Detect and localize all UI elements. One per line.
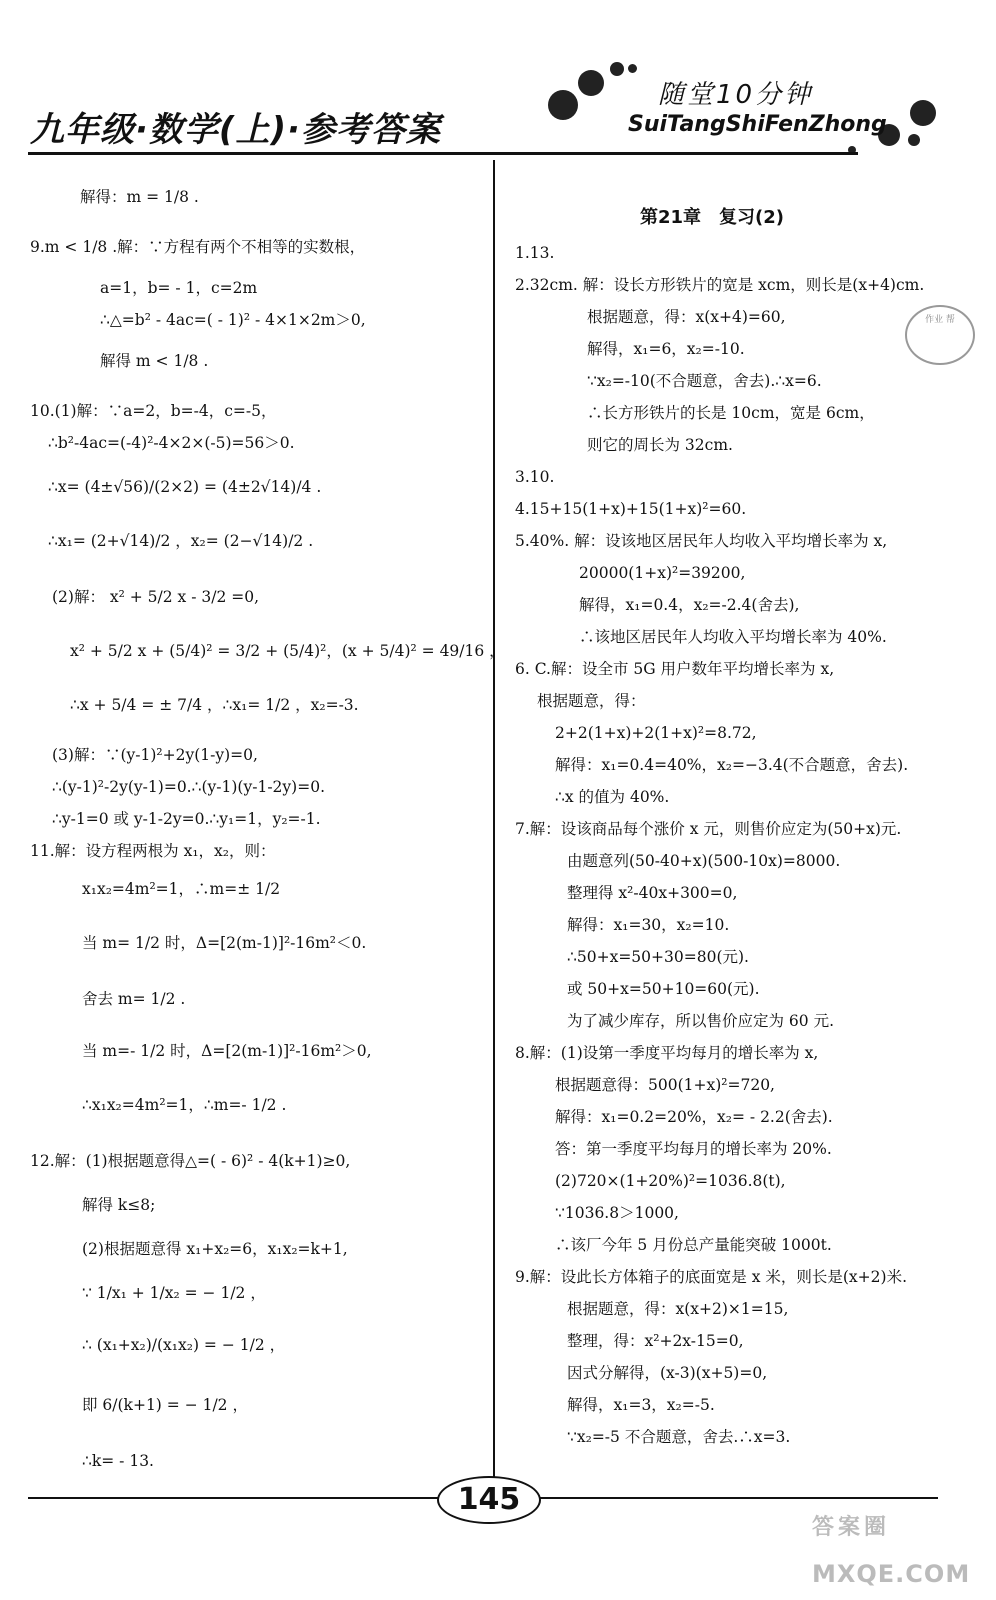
answer-line: 解得：x₁=30，x₂=10. [567, 916, 730, 934]
answer-line: a=1，b= - 1，c=2m [100, 279, 258, 297]
answer-line: ∴50+x=50+30=80(元). [567, 948, 749, 966]
answer-line: ∴x₁x₂=4m²=1，∴m=- 1/2 . [82, 1096, 287, 1114]
answer-line: 解得，x₁=3，x₂=-5. [567, 1396, 715, 1414]
answer-line: ∵1036.8＞1000, [555, 1204, 679, 1222]
answer-line: ∵x₂=-10(不合题意，舍去).∴x=6. [587, 372, 822, 390]
answer-line: 解得 k≤8; [82, 1196, 156, 1214]
watermark-url: MXQE.COM [812, 1560, 971, 1588]
answer-line: 12.解：(1)根据题意得△=( - 6)² - 4(k+1)≥0, [30, 1152, 351, 1170]
answer-line: 即 6/(k+1) = − 1/2 ， [82, 1396, 248, 1414]
answer-line: ∴该厂今年 5 月份总产量能突破 1000t. [555, 1236, 832, 1254]
answer-line: 9.m < 1/8 .解：∵方程有两个不相等的实数根， [30, 238, 366, 256]
answer-line: ∴长方形铁片的长是 10cm，宽是 6cm， [587, 404, 875, 422]
answer-line: 因式分解得，(x-3)(x+5)=0, [567, 1364, 768, 1382]
header-divider [28, 152, 858, 155]
answer-line: ∴△=b² - 4ac=( - 1)² - 4×1×2m＞0, [100, 311, 366, 329]
answer-line: ∴该地区居民年人均收入平均增长率为 40%. [579, 628, 887, 646]
brand-chinese-logo: 随堂10分钟 [658, 80, 814, 110]
answer-line: 根据题意得：500(1+x)²=720, [555, 1076, 775, 1094]
column-divider [493, 160, 495, 1490]
brand-english-logo: SuiTangShiFenZhong [628, 112, 887, 137]
answer-line: (2)720×(1+20%)²=1036.8(t), [555, 1172, 786, 1190]
answer-line: 解得：m = 1/8 . [80, 188, 199, 206]
answer-line: ∴x₁= (2+√14)/2 ，x₂= (2−√14)/2 . [48, 532, 314, 550]
page-number: 145 [437, 1476, 541, 1524]
answer-line: x² + 5/2 x + (5/4)² = 3/2 + (5/4)²，(x + 5/4)² = 49/16 ， [70, 642, 505, 660]
answer-line: 8.解：(1)设第一季度平均每月的增长率为 x, [515, 1044, 819, 1062]
answer-line: 2+2(1+x)+2(1+x)²=8.72, [555, 724, 757, 742]
answer-line: 2.32cm. 解：设长方形铁片的宽是 xcm，则长是(x+4)cm. [515, 276, 925, 294]
answer-line: ∴x + 5/4 = ± 7/4 ，∴x₁= 1/2 ，x₂=-3. [70, 696, 359, 714]
answer-line: 根据题意，得：x(x+2)×1=15, [567, 1300, 789, 1318]
answer-line: 答：第一季度平均每月的增长率为 20%. [555, 1140, 832, 1158]
answer-line: 4.15+15(1+x)+15(1+x)²=60. [515, 500, 747, 518]
answer-line: ∴(y-1)²-2y(y-1)=0.∴(y-1)(y-1-2y)=0. [52, 778, 325, 796]
answer-line: 6. C.解：设全市 5G 用户数年平均增长率为 x, [515, 660, 835, 678]
answer-line: ∴y-1=0 或 y-1-2y=0.∴y₁=1，y₂=-1. [52, 810, 321, 828]
answer-line: 解得：x₁=0.2=20%，x₂= - 2.2(舍去). [555, 1108, 833, 1126]
answer-line: ∵ 1/x₁ + 1/x₂ = − 1/2 ， [82, 1284, 266, 1302]
homework-stamp: 作业 帮 [905, 305, 975, 365]
answer-line: 根据题意，得： [537, 692, 646, 710]
answer-line: 解得：x₁=0.4=40%，x₂=−3.4(不合题意，舍去). [555, 756, 909, 774]
answer-line: 9.解：设此长方体箱子的底面宽是 x 米，则长是(x+2)米. [515, 1268, 907, 1286]
answer-line: 10.(1)解：∵a=2，b=-4，c=-5， [30, 402, 277, 420]
answer-line: ∴x 的值为 40%. [555, 788, 670, 806]
answer-line: 11.解：设方程两根为 x₁，x₂，则： [30, 842, 276, 860]
answer-line: ∵x₂=-5 不合题意，舍去.∴x=3. [567, 1428, 791, 1446]
answer-line: 舍去 m= 1/2 . [82, 990, 186, 1008]
answer-line: ∴x= (4±√56)/(2×2) = (4±2√14)/4 . [48, 478, 322, 496]
answer-line: ∴k= - 13. [82, 1452, 154, 1470]
answer-line: 由题意列(50-40+x)(500-10x)=8000. [567, 852, 841, 870]
answer-line: 根据题意，得：x(x+4)=60, [587, 308, 786, 326]
answer-line: (2)根据题意得 x₁+x₂=6，x₁x₂=k+1, [82, 1240, 348, 1258]
answer-line: 解得，x₁=0.4，x₂=-2.4(舍去), [579, 596, 800, 614]
answer-line: 7.解：设该商品每个涨价 x 元，则售价应定为(50+x)元. [515, 820, 902, 838]
answer-line: ∴ (x₁+x₂)/(x₁x₂) = − 1/2 ， [82, 1336, 286, 1354]
answer-line: 当 m= 1/2 时，Δ=[2(m-1)]²-16m²＜0. [82, 934, 367, 952]
watermark-logo: 答案圈 [812, 1515, 891, 1540]
answer-line: 20000(1+x)²=39200, [579, 564, 746, 582]
answer-line: 5.40%. 解：设该地区居民年人均收入平均增长率为 x, [515, 532, 888, 550]
answer-line: 整理，得：x²+2x-15=0, [567, 1332, 744, 1350]
answer-line: 1.13. [515, 244, 555, 262]
answer-line: 则它的周长为 32cm. [587, 436, 733, 454]
answer-line: 3.10. [515, 468, 555, 486]
answer-line: 为了减少库存，所以售价应定为 60 元. [567, 1012, 835, 1030]
answer-line: (3)解：∵(y-1)²+2y(1-y)=0, [52, 746, 258, 764]
answer-line: x₁x₂=4m²=1，∴m=± 1/2 [82, 880, 281, 898]
page-header-title: 九年级·数学(上)·参考答案 [30, 110, 441, 150]
answer-line: 当 m=- 1/2 时，Δ=[2(m-1)]²-16m²＞0, [82, 1042, 372, 1060]
answer-line: 解得，x₁=6，x₂=-10. [587, 340, 745, 358]
answer-line: 整理得 x²-40x+300=0, [567, 884, 738, 902]
answer-line: 解得 m < 1/8 . [100, 352, 209, 370]
answer-line: (2)解： x² + 5/2 x - 3/2 =0, [52, 588, 260, 606]
answer-line: ∴b²-4ac=(-4)²-4×2×(-5)=56＞0. [48, 434, 295, 452]
chapter-title: 第21章 复习(2) [640, 207, 785, 228]
answer-line: 或 50+x=50+10=60(元). [567, 980, 760, 998]
